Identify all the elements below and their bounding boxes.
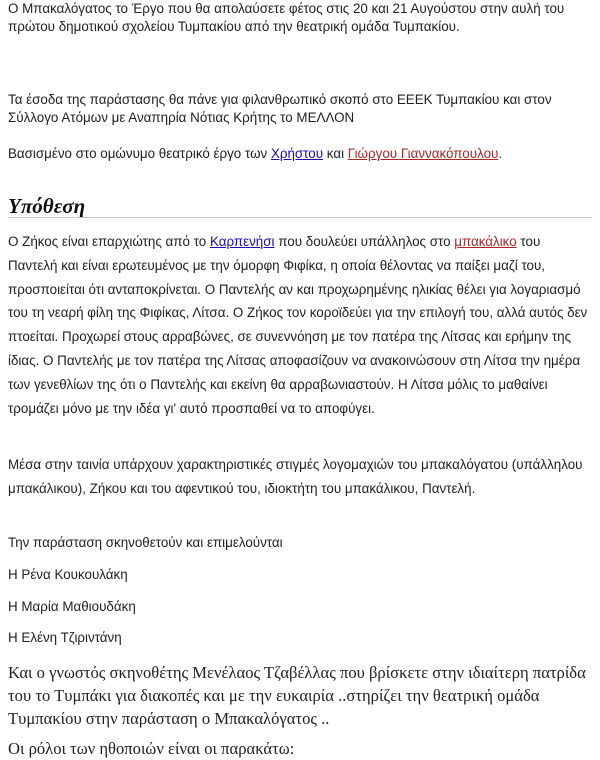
section-heading: Υπόθεση [8, 194, 86, 218]
bakaliko-link[interactable]: μπακάλικο [454, 234, 517, 249]
intro-text: . [498, 146, 503, 161]
intro-paragraph-1: Ο Μπακαλόγατος το Έργο που θα απολαύσετε φέτος στις 20 και 21 Αυγούστου στην αυλή του πρώτου δημοτικού σχολείου Τυμπακίου από την θεατρική ομάδα Τυμπακίου. [8, 1, 565, 34]
heading-divider [8, 217, 592, 218]
plot-paragraph-1 [8, 230, 592, 420]
plot-text: του Παντελή και είναι ερωτευμένος με την όμορφη Φιφίκα, η οποία θέλοντας να παίξει μαζί του, προσποιείται ότι ανταποκρίνεται. Ο Παντελής αν και προχωρημένης ηλικίας θέλει για λογαριασμό του τη νεαρή φίλη της Φιφίκας, Λίτσα. Ο Ζήκος τον κοροϊδεύει για την επιλογή του, αλλά αυτός δεν πτοείται. Προχωρεί στους αρραβώνες, σε συνεννόηση με τον πατέρα της Λίτσας και ερήμην της ίδιας. Ο Παντελής με τον πατέρα της Λίτσας αποφασίζουν να ανακοινώσουν στη Λίτσα την ημέρα των γενεθλίων της ότι ο Παντελής και εκείνη θα αρραβωνιαστούν. Η Λίτσα μόλις το μαθαίνει τρομάζει μόνο με την ιδέα γι' αυτό προσπαθεί να το αποφύγει. [8, 234, 588, 416]
intro-paragraph-2: Τα έσοδα της παράστασης θα πάνε για φιλανθρωπικό σκοπό στο ΕΕΕΚ Τυμπακίου και στον Σύλλογο Ατόμων με Αναπηρία Νότιας Κρήτης το ΜΕΛΛΟΝ [8, 92, 552, 125]
direction-intro: Την παράσταση σκηνοθετούν και επιμελούνται [8, 535, 283, 550]
author-link-christos[interactable]: Χρήστου [270, 146, 324, 161]
author-link-giorgos[interactable]: Γιώργου Γιαννακόπουλου [347, 146, 499, 161]
plot-text: Ο Ζήκος είναι επαρχιώτης από το [8, 234, 210, 249]
intro-text: Βασισμένο στο ομώνυμο θεατρικό έργο των [8, 146, 271, 161]
intro-text: και [323, 146, 348, 161]
plot-paragraph-2: Μέσα στην ταινία υπάρχουν χαρακτηριστικές στιγμές λογομαχιών του μπακαλόγατου (υπάλληλου μπακάλικου), Ζήκου και του αφεντικού του, ιδιοκτήτη του μπακάλικου, Παντελή. [8, 457, 583, 496]
director-name-3: Η Ελένη Τζιριντάνη [8, 630, 122, 645]
director-name-1: Η Ρένα Κουκουλάκη [8, 567, 128, 582]
director-name-2: Η Μαρία Μαθιουδάκη [8, 599, 136, 614]
director-menelaos-paragraph: Και ο γνωστός σκηνοθέτης Μενέλαος Τζαβέλλας που βρίσκετε στην ιδιαίτερη πατρίδα του το Τυμπάκι για διακοπές και με την ευκαιρία ..στηρίζει την θεατρική ομάδα Τυμπακίου στην παράσταση ο Μπακαλόγατος .. [8, 663, 586, 728]
intro-paragraph-3 [8, 145, 592, 163]
plot-text: που δουλεύει υπάλληλος στο [274, 234, 455, 249]
karpenisi-link[interactable]: Καρπενήσι [209, 234, 275, 249]
cast-intro: Οι ρόλοι των ηθοποιών είναι οι παρακάτω: [8, 739, 295, 758]
